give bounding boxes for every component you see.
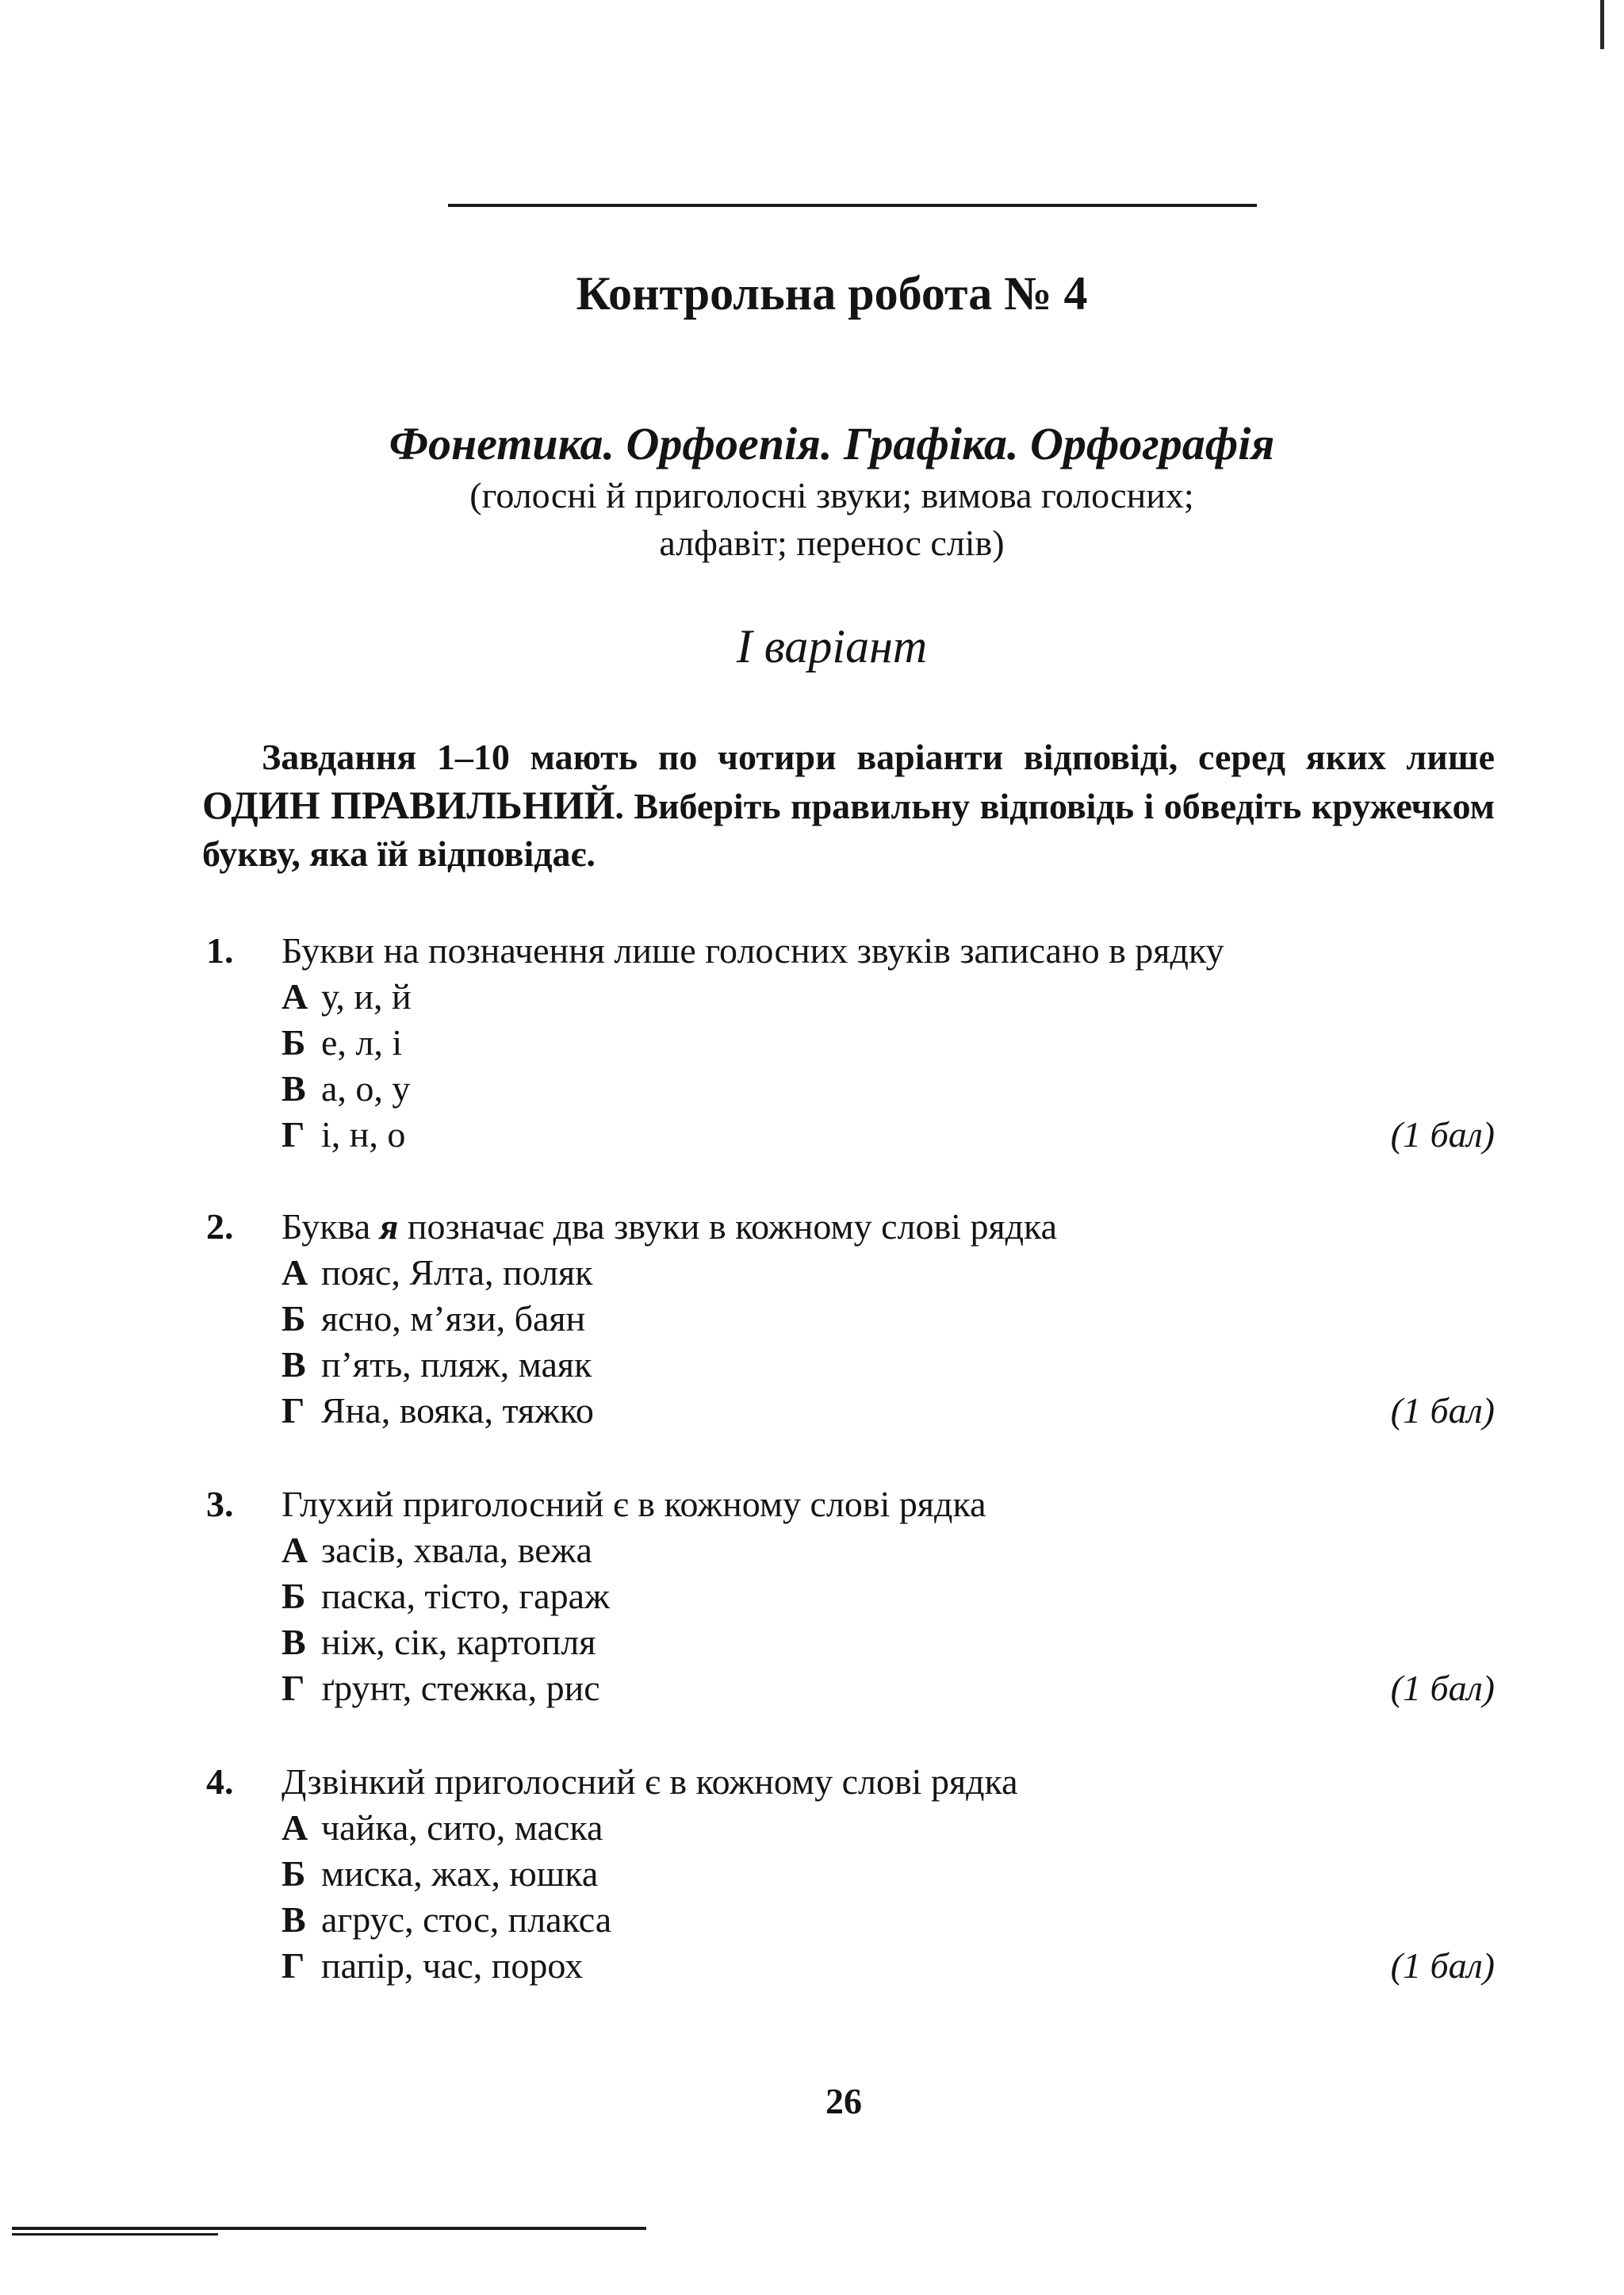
option-letter: Г — [282, 1668, 305, 1708]
points-label: (1 бал) — [1390, 1668, 1495, 1708]
option-letter: А — [282, 1807, 308, 1848]
option-text: а, о, у — [321, 1068, 411, 1109]
option-text: Яна, вояка, тяжко — [321, 1390, 594, 1431]
answer-option[interactable] — [202, 1665, 1495, 1711]
option-letter: Г — [282, 1114, 305, 1155]
option-text: паска, тісто, гараж — [321, 1576, 610, 1616]
option-text: засів, хвала, вежа — [321, 1530, 592, 1570]
answer-option[interactable] — [202, 1250, 1495, 1296]
option-text: і, н, о — [321, 1114, 406, 1155]
topic-heading: Фонетика. Орфоепія. Графіка. Орфографія — [389, 418, 1275, 469]
option-letter: В — [282, 1622, 306, 1662]
points-label: (1 бал) — [1390, 1114, 1495, 1155]
option-letter: В — [282, 1344, 306, 1385]
topic-scope — [0, 472, 1624, 567]
option-text: ґрунт, стежка, рис — [321, 1668, 600, 1708]
option-text: агрус, стос, плакса — [321, 1899, 612, 1940]
answer-option[interactable] — [202, 1573, 1495, 1619]
instructions-part-1: Завдання 1–10 мають по чотири варіанти відповіді, серед яких лише — [262, 737, 1495, 777]
topic-scope-line-1: (голосні й приголосні звуки; вимова голосних; — [469, 475, 1194, 515]
page-title: Контрольна робота № 4 — [576, 267, 1088, 320]
header-rule — [448, 204, 1257, 207]
task-3 — [202, 1481, 1495, 1711]
option-letter: А — [282, 1252, 308, 1293]
answer-option[interactable] — [202, 974, 1495, 1020]
option-letter: Г — [282, 1390, 305, 1431]
answer-option[interactable] — [202, 1388, 1495, 1434]
instructions-part-2: . Виберіть правильну відповідь і обведіть кружечком букву, яка їй відповідає. — [202, 786, 1495, 874]
task-number: 4. — [206, 1761, 234, 1802]
task-question: Дзвінкий приголосний є в кожному слові рядка — [282, 1761, 1018, 1802]
task-number: 3. — [206, 1484, 234, 1524]
option-letter: В — [282, 1068, 306, 1109]
instructions-paragraph — [202, 734, 1495, 878]
answer-option[interactable] — [202, 1342, 1495, 1388]
option-text: папір, час, порох — [321, 1945, 584, 1986]
footer-rule — [12, 2227, 646, 2230]
option-text: е, л, і — [321, 1022, 403, 1063]
answer-option[interactable] — [202, 1943, 1495, 1989]
task-number: 2. — [206, 1206, 234, 1247]
option-letter: В — [282, 1899, 306, 1940]
answer-option[interactable] — [202, 1112, 1495, 1158]
variant-heading: І варіант — [736, 620, 928, 672]
instructions-emphasis: ОДИН ПРАВИЛЬНИЙ — [202, 783, 615, 827]
option-letter: А — [282, 976, 308, 1017]
option-letter: Б — [282, 1576, 306, 1616]
points-label: (1 бал) — [1390, 1945, 1495, 1986]
points-label: (1 бал) — [1390, 1390, 1495, 1431]
option-letter: Б — [282, 1298, 306, 1339]
page-number: 26 — [825, 2081, 862, 2121]
answer-option[interactable] — [202, 1805, 1495, 1851]
footer-rule-short — [12, 2233, 218, 2236]
option-text: у, и, й — [321, 976, 412, 1017]
task-4 — [202, 1759, 1495, 1989]
option-text: чайка, сито, маска — [321, 1807, 603, 1848]
option-letter: Б — [282, 1022, 306, 1063]
scan-edge-mark — [1600, 0, 1604, 49]
answer-option[interactable] — [202, 1897, 1495, 1943]
task-question-start: Буква — [282, 1206, 380, 1247]
task-question: Глухий приголосний є в кожному слові рядка — [282, 1484, 986, 1524]
task-question-end: позначає два звуки в кожному слові рядка — [398, 1206, 1058, 1247]
option-text: миска, жах, юшка — [321, 1853, 599, 1894]
option-text: п’ять, пляж, маяк — [321, 1344, 592, 1385]
topic-scope-line-2: алфавіт; перенос слів) — [659, 523, 1005, 563]
task-2 — [202, 1204, 1495, 1434]
option-letter: Г — [282, 1945, 305, 1986]
answer-option[interactable] — [202, 1619, 1495, 1665]
option-text: пояс, Ялта, поляк — [321, 1252, 593, 1293]
answer-option[interactable] — [202, 1020, 1495, 1066]
task-question: Букви на позначення лише голосних звуків записано в рядку — [282, 930, 1224, 971]
answer-option[interactable] — [202, 1851, 1495, 1897]
task-1 — [202, 928, 1495, 1158]
task-number: 1. — [206, 930, 234, 971]
option-letter: А — [282, 1530, 308, 1570]
answer-option[interactable] — [202, 1066, 1495, 1112]
task-question-letter: я — [379, 1206, 399, 1247]
answer-option[interactable] — [202, 1296, 1495, 1342]
task-question — [282, 1204, 1495, 1250]
option-text: ніж, сік, картопля — [321, 1622, 596, 1662]
option-letter: Б — [282, 1853, 306, 1894]
answer-option[interactable] — [202, 1527, 1495, 1573]
option-text: ясно, м’язи, баян — [321, 1298, 586, 1339]
